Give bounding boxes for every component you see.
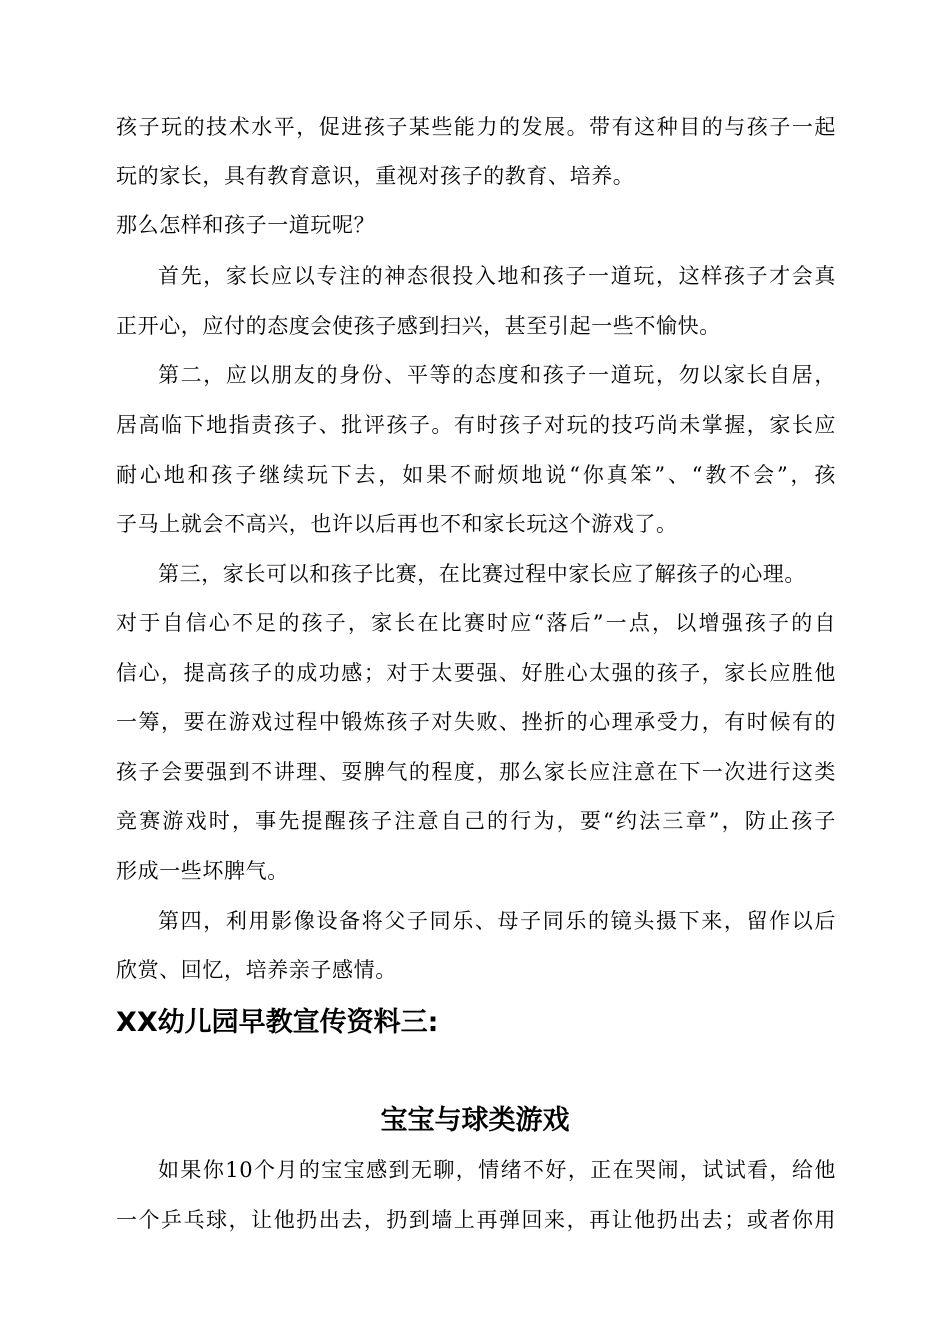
article-title: 宝宝与球类游戏 [380,1105,570,1136]
text-line: 子马上就会不高兴，也许以后再也不和家长玩这个游戏了。 [116,512,678,536]
text-line: 第三，家长可以和孩子比赛，在比赛过程中家长应了解孩子的心理。 [158,562,806,586]
text-line: 一个乒乓球，让他扔出去，扔到墙上再弹回来，再让他扔出去；或者你用 [116,1208,836,1232]
text-line: 如果你10个月的宝宝感到无聊，情绪不好，正在哭闹，试试看，给他 [158,1158,836,1182]
text-line: 信心，提高孩子的成功感；对于太要强、好胜心太强的孩子，家长应胜他 [116,661,836,685]
text-line: 那么怎样和孩子一道玩呢？ [116,213,376,237]
text-line: 第二，应以朋友的身份、平等的态度和孩子一道玩，勿以家长自居， [158,363,836,387]
text-line: 孩子会要强到不讲理、耍脾气的程度，那么家长应注意在下一次进行这类 [116,760,836,784]
text-line: 耐心地和孩子继续玩下去，如果不耐烦地说“你真笨”、“教不会”，孩 [116,463,836,487]
text-line: 正开心，应付的态度会使孩子感到扫兴，甚至引起一些不愉快。 [116,314,721,338]
text-line: 对于自信心不足的孩子，家长在比赛时应“落后”一点，以增强孩子的自 [116,611,836,635]
text-line: 欣赏、回忆，培养亲子感情。 [116,958,397,982]
text-line: 孩子玩的技术水平，促进孩子某些能力的发展。带有这种目的与孩子一起 [116,115,836,139]
text-line: 第四，利用影像设备将父子同乐、母子同乐的镜头摄下来，留作以后 [158,909,836,933]
text-line: 玩的家长，具有教育意识，重视对孩子的教育、培养。 [116,164,635,188]
text-line: 一筹，要在游戏过程中锻炼孩子对失败、挫折的心理承受力，有时候有的 [116,710,836,734]
text-line: 首先，家长应以专注的神态很投入地和孩子一道玩，这样孩子才会真 [158,264,836,288]
text-line: 竞赛游戏时，事先提醒孩子注意自己的行为，要“约法三章”，防止孩子 [116,809,836,833]
text-line: 形成一些坏脾气。 [116,859,289,883]
section-heading: XX幼儿园早教宣传资料三: [116,1007,439,1038]
text-line: 居高临下地指责孩子、批评孩子。有时孩子对玩的技巧尚未掌握，家长应 [116,413,836,437]
